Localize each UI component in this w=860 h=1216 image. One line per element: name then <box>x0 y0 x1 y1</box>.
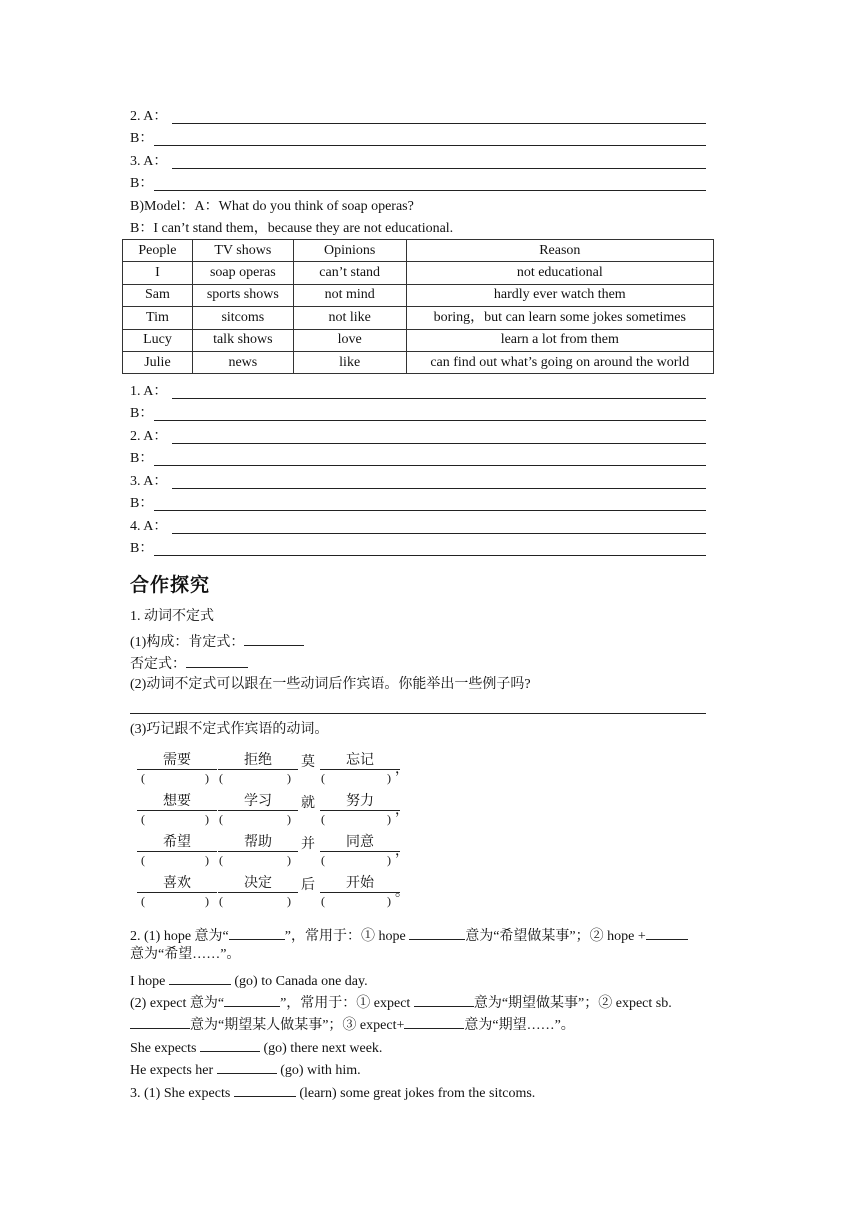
dialogue-label: B： <box>130 131 154 146</box>
paren-open: ( <box>321 853 325 867</box>
answer-line[interactable] <box>172 168 706 169</box>
paren-close: ) <box>287 894 291 908</box>
paren-close: ) <box>387 894 391 908</box>
q2-text: 意为“期望……”。 <box>464 1018 575 1033</box>
table-cell: can find out what’s going on around the world <box>406 351 713 373</box>
blank-affirmative[interactable] <box>244 631 304 646</box>
model-line-1: B)Model：A：What do you think of soap operas? <box>130 199 414 214</box>
q2-text: I hope <box>130 974 169 989</box>
table-row <box>123 351 714 373</box>
dialogue-label: 1. A： <box>130 384 168 399</box>
blank-expect-usage-2[interactable] <box>130 1014 190 1029</box>
mnemonic-punct: 。 <box>395 885 409 900</box>
dialogue-label: B： <box>130 451 154 466</box>
dialogue-label: B： <box>130 541 154 556</box>
table-cell: I <box>123 262 193 284</box>
answer-line[interactable] <box>172 533 706 534</box>
blank-expect-usage-1[interactable] <box>414 992 474 1007</box>
infinitive-negative-line <box>130 653 248 674</box>
q2-line-6 <box>130 1037 382 1058</box>
answer-line[interactable] <box>172 488 706 489</box>
verb-word: 学习 <box>218 793 298 811</box>
table-cell: boring，but can learn some jokes sometimes <box>406 307 713 329</box>
mnemonic-connector: 就 <box>301 796 315 811</box>
verb-word: 忘记 <box>320 752 400 770</box>
table-row <box>123 262 714 284</box>
blank-expect-usage-3[interactable] <box>404 1014 464 1029</box>
section-title: 合作探究 <box>130 574 211 596</box>
blank-hope-usage-1[interactable] <box>409 925 465 940</box>
blank-expect-meaning[interactable] <box>224 992 280 1007</box>
q2-line-7 <box>130 1059 361 1080</box>
q2-text: ”，常用于：① hope <box>284 929 410 944</box>
blank-negative[interactable] <box>186 653 248 668</box>
answer-line[interactable] <box>154 555 706 556</box>
dialogue-label: 4. A： <box>130 519 168 534</box>
paren-open: ( <box>219 853 223 867</box>
table-row <box>123 329 714 351</box>
verb-word: 开始 <box>320 875 400 893</box>
blank-q3-learn[interactable] <box>234 1082 296 1097</box>
table-row <box>123 284 714 306</box>
answer-line[interactable] <box>154 420 706 421</box>
table-cell: sitcoms <box>192 307 293 329</box>
paren-open: ( <box>321 894 325 908</box>
answer-line[interactable] <box>154 145 706 146</box>
blank-hope-example[interactable] <box>169 970 231 985</box>
mnemonic-connector: 莫 <box>301 755 315 770</box>
q2-text: 2. (1) hope 意为“ <box>130 929 229 944</box>
paren-open: ( <box>141 853 145 867</box>
dialogue-label: 3. A： <box>130 474 168 489</box>
paren-close: ) <box>387 812 391 826</box>
q2-text: (2) expect 意为“ <box>130 996 225 1011</box>
dialogue-label: 3. A： <box>130 154 168 169</box>
verb-word: 努力 <box>320 793 400 811</box>
table-cell: not mind <box>293 284 406 306</box>
paren-close: ) <box>287 771 291 785</box>
table-header-cell: Opinions <box>293 240 406 262</box>
q2-text: (go) to Canada one day. <box>230 974 368 989</box>
blank-hope-usage-2[interactable] <box>646 925 688 940</box>
table-header-row <box>123 240 714 262</box>
paren-open: ( <box>321 771 325 785</box>
paren-open: ( <box>219 812 223 826</box>
table-cell: like <box>293 351 406 373</box>
q2-text: (go) with him. <box>276 1063 361 1078</box>
answer-line[interactable] <box>154 190 706 191</box>
paren-open: ( <box>219 771 223 785</box>
infinitive-question: (2)动词不定式可以跟在一些动词后作宾语。你能举出一些例子吗? <box>130 677 531 692</box>
paren-close: ) <box>387 853 391 867</box>
mnemonic-connector: 并 <box>301 837 315 852</box>
q3-text: 3. (1) She expects <box>130 1086 234 1101</box>
paren-close: ) <box>205 812 209 826</box>
table-cell: Sam <box>123 284 193 306</box>
q2-line-4 <box>130 992 672 1013</box>
paren-close: ) <box>287 853 291 867</box>
q2-text: He expects her <box>130 1063 217 1078</box>
table-cell: talk shows <box>192 329 293 351</box>
table-cell: Lucy <box>123 329 193 351</box>
mnemonic-punct: ， <box>395 803 409 818</box>
table-cell: not educational <box>406 262 713 284</box>
q2-line-2: 意为“希望……”。 <box>130 947 241 962</box>
table-header-cell: TV shows <box>192 240 293 262</box>
paren-open: ( <box>141 812 145 826</box>
paren-open: ( <box>219 894 223 908</box>
answer-line[interactable] <box>154 510 706 511</box>
paren-close: ) <box>205 771 209 785</box>
q3-line-1 <box>130 1082 535 1103</box>
mnemonic-punct: ， <box>395 762 409 777</box>
table-cell: can’t stand <box>293 262 406 284</box>
dialogue-label: 2. A： <box>130 109 168 124</box>
paren-close: ) <box>287 812 291 826</box>
mnemonic-connector: 后 <box>301 878 315 893</box>
table-cell: Tim <box>123 307 193 329</box>
table-cell: Julie <box>123 351 193 373</box>
dialogue-label: B： <box>130 496 154 511</box>
verb-word: 同意 <box>320 834 400 852</box>
q2-line-3 <box>130 970 368 991</box>
infinitive-form-line <box>130 631 304 652</box>
dialogue-label: B： <box>130 176 154 191</box>
blank-hope-meaning[interactable] <box>229 925 285 940</box>
answer-line[interactable] <box>130 713 706 714</box>
q3-text: (learn) some great jokes from the sitcoms. <box>295 1086 536 1101</box>
table-cell: learn a lot from them <box>406 329 713 351</box>
blank-expect-example-1[interactable] <box>200 1037 260 1052</box>
paren-open: ( <box>321 812 325 826</box>
table-header-cell: Reason <box>406 240 713 262</box>
verb-word: 喜欢 <box>137 875 217 893</box>
q2-text: ”，常用于：① expect <box>280 996 414 1011</box>
model-line-2: B：I can’t stand them，because they are not educational. <box>130 221 454 236</box>
verb-word: 帮助 <box>218 834 298 852</box>
table-cell: news <box>192 351 293 373</box>
paren-open: ( <box>141 894 145 908</box>
table-cell: soap operas <box>192 262 293 284</box>
table-header-cell: People <box>123 240 193 262</box>
dialogue-label: 2. A： <box>130 429 168 444</box>
table-cell: sports shows <box>192 284 293 306</box>
verb-word: 希望 <box>137 834 217 852</box>
answer-line[interactable] <box>172 443 706 444</box>
paren-close: ) <box>205 894 209 908</box>
table-cell: not like <box>293 307 406 329</box>
q2-text: 意为“希望做某事”；② hope + <box>465 929 646 944</box>
paren-close: ) <box>205 853 209 867</box>
q2-text: (go) there next week. <box>259 1041 383 1056</box>
mnemonic-punct: ， <box>395 844 409 859</box>
paren-open: ( <box>141 771 145 785</box>
verb-word: 需要 <box>137 752 217 770</box>
table-cell: love <box>293 329 406 351</box>
tv-opinions-table <box>122 239 714 374</box>
q2-line-1 <box>130 925 688 946</box>
verb-word: 拒绝 <box>218 752 298 770</box>
paren-close: ) <box>387 771 391 785</box>
table-cell: hardly ever watch them <box>406 284 713 306</box>
answer-line[interactable] <box>154 465 706 466</box>
q2-text: 意为“期望做某事”；② expect sb. <box>473 996 672 1011</box>
verb-word: 决定 <box>218 875 298 893</box>
table-row <box>123 307 714 329</box>
infinitive-mnemonic-title: (3)巧记跟不定式作宾语的动词。 <box>130 722 329 737</box>
q2-line-5 <box>130 1014 575 1035</box>
infinitive-title: 1. 动词不定式 <box>130 609 214 624</box>
verb-word: 想要 <box>137 793 217 811</box>
q2-text: 意为“期望某人做某事”；③ expect+ <box>190 1018 405 1033</box>
infinitive-affirmative-label: (1)构成：肯定式： <box>130 635 245 650</box>
infinitive-negative-label: 否定式： <box>130 657 186 672</box>
blank-expect-example-2[interactable] <box>217 1059 277 1074</box>
dialogue-label: B： <box>130 406 154 421</box>
q2-text: She expects <box>130 1041 200 1056</box>
answer-line[interactable] <box>172 398 706 399</box>
answer-line[interactable] <box>172 123 706 124</box>
